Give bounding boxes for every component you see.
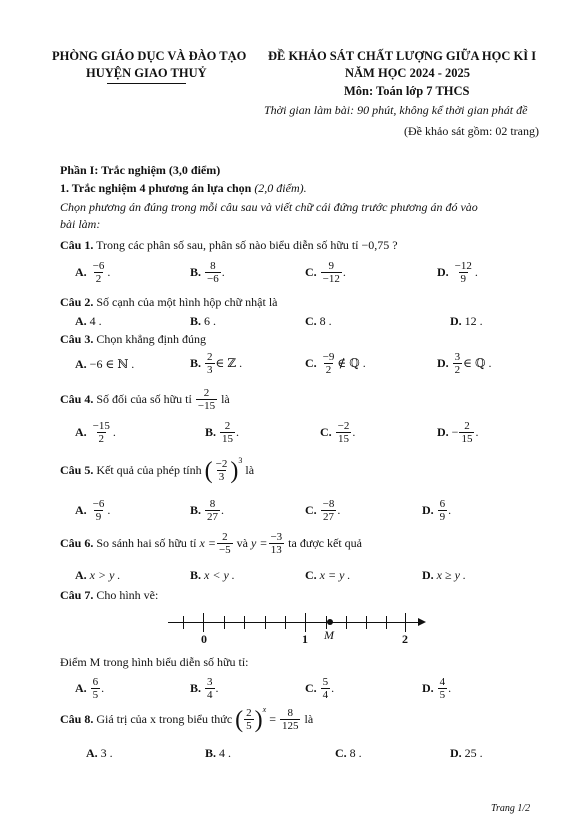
q3-option-b xyxy=(190,351,242,376)
option-value: x ≥ y . xyxy=(436,568,466,582)
numerator: 2 xyxy=(464,420,470,432)
numerator: 6 xyxy=(92,676,99,688)
label-two: 2 xyxy=(402,632,408,646)
right-paren: ) xyxy=(254,706,263,733)
instruction-line1: Chọn phương án đúng trong mỗi câu sau và viết chữ cái đứng trước phương án đó vào xyxy=(60,200,478,214)
option-label: A. xyxy=(75,568,87,582)
exam-title: ĐỀ KHẢO SÁT CHẤT LƯỢNG GIỮA HỌC KÌ I xyxy=(268,49,537,63)
tick-mark xyxy=(183,616,184,629)
denominator: 15 xyxy=(461,433,473,445)
q7-label: Câu 7. xyxy=(60,588,94,602)
q2-option-b xyxy=(190,314,216,329)
conjunction: và xyxy=(236,536,248,550)
question-4 xyxy=(60,387,230,412)
option-value: 6 . xyxy=(204,314,217,328)
q8-tail: là xyxy=(304,712,314,726)
q8-option-c xyxy=(335,746,362,761)
numerator: −15 xyxy=(92,420,110,432)
option-label: C. xyxy=(305,314,317,328)
exponent: x xyxy=(262,705,267,714)
option-label: B. xyxy=(190,314,202,328)
q6-text: So sánh hai số hữu tỉ xyxy=(96,536,197,550)
option-value: 4 . xyxy=(89,314,102,328)
numerator: −6 xyxy=(92,498,105,510)
denominator: −5 xyxy=(218,544,231,556)
numerator: −3 xyxy=(270,531,283,543)
q3-label: Câu 3. xyxy=(60,332,94,346)
point-m xyxy=(327,619,333,625)
question-8 xyxy=(60,707,313,732)
numerator: 4 xyxy=(439,676,446,688)
denominator: 9 xyxy=(95,511,102,523)
option-label: C. xyxy=(335,746,347,760)
option-label: D. xyxy=(422,503,434,517)
denominator: −12 xyxy=(322,273,340,285)
q7-option-d: D. $\frac{4}{5}$ . xyxy=(422,676,452,701)
option-label: B. xyxy=(205,425,217,439)
q1-text: Trong các phân số sau, phân số nào biểu diễn số hữu tỉ −0,75 ? xyxy=(96,238,398,252)
numerator: 8 xyxy=(209,498,216,510)
option-label: D. xyxy=(450,314,462,328)
option-label: D. xyxy=(422,681,434,695)
denominator: 3 xyxy=(207,364,213,376)
q8-text: Giá trị của x trong biểu thức xyxy=(96,712,233,726)
q1-option-c: C. $\frac{9}{-12}$ . xyxy=(305,260,346,285)
header-underline xyxy=(107,83,186,84)
option-label: B. xyxy=(190,681,202,695)
q6-option-c xyxy=(305,568,350,583)
q1-option-d: D. $\frac{-12}{9}$ . xyxy=(437,260,478,285)
q4-option-d: D. − $\frac{2}{15}$ . xyxy=(437,420,479,445)
q6-option-d xyxy=(422,568,466,583)
option-value: ∈ ℤ . xyxy=(215,356,243,370)
denominator: 13 xyxy=(270,544,282,556)
option-value: 8 . xyxy=(319,314,332,328)
tick-mark-one xyxy=(305,613,306,632)
denominator: 27 xyxy=(323,511,335,523)
denominator: −15 xyxy=(197,400,216,412)
option-label: A. xyxy=(75,265,87,279)
option-label: C. xyxy=(305,265,317,279)
left-paren: ( xyxy=(235,706,244,733)
question-3 xyxy=(60,332,206,347)
numerator: 8 xyxy=(210,260,216,272)
q4-option-a: A. $\frac{-15}{2}$ . xyxy=(75,420,116,445)
time-limit: Thời gian làm bài: 90 phút, không kể thời gian phát đề xyxy=(264,103,528,117)
q7-option-b: B. $\frac{3}{4}$ . xyxy=(190,676,219,701)
q5-option-b: B. $\frac{8}{27}$ . xyxy=(190,498,225,523)
q4-option-c: C. $\frac{-2}{15}$ . xyxy=(320,420,356,445)
option-label: D. xyxy=(422,568,434,582)
y-equals: y = xyxy=(251,536,268,550)
numerator: 2 xyxy=(222,531,228,543)
tick-mark xyxy=(386,616,387,629)
option-label: A. xyxy=(75,425,87,439)
question-7 xyxy=(60,588,158,603)
q5-text: Kết quả của phép tính xyxy=(96,463,202,477)
q3-option-a xyxy=(75,357,134,372)
option-label: C. xyxy=(305,503,317,517)
q6-option-a xyxy=(75,568,120,583)
option-label: D. xyxy=(437,265,449,279)
option-value: x < y . xyxy=(204,568,235,582)
option-value: 4 . xyxy=(219,746,232,760)
option-label: D. xyxy=(450,746,462,760)
part1-title: Phần I: Trắc nghiệm (3,0 điểm) xyxy=(60,163,221,177)
q3-option-c xyxy=(305,351,366,376)
q5-option-d: D. $\frac{6}{9}$ . xyxy=(422,498,452,523)
subject: Môn: Toán lớp 7 THCS xyxy=(344,84,470,98)
numerator: 6 xyxy=(439,498,446,510)
right-paren: ) xyxy=(230,457,239,484)
x-equals: x = xyxy=(199,536,216,550)
option-label: D. xyxy=(437,356,449,370)
school-year: NĂM HỌC 2024 - 2025 xyxy=(345,66,470,80)
q7-option-a: A. $\frac{6}{5}$ . xyxy=(75,676,105,701)
denominator: 125 xyxy=(281,720,299,732)
q4-label: Câu 4. xyxy=(60,392,94,406)
option-label: C. xyxy=(320,425,332,439)
numerator: −9 xyxy=(322,351,335,363)
q1-option-b: B. $\frac{8}{-6}$ . xyxy=(190,260,225,285)
option-label: A. xyxy=(75,357,87,371)
denominator: 15 xyxy=(338,433,350,445)
q7-option-c: C. $\frac{5}{4}$ . xyxy=(305,676,335,701)
option-label: B. xyxy=(190,568,202,582)
district-name: HUYỆN GIAO THUỶ xyxy=(86,66,207,80)
page-number: Trang 1/2 xyxy=(491,803,531,814)
denominator: 9 xyxy=(439,511,446,523)
q3-text: Chọn khẳng định đúng xyxy=(96,332,207,346)
q4-tail: là xyxy=(221,392,230,406)
denominator: 2 xyxy=(98,433,105,445)
arrow-icon xyxy=(418,618,426,626)
tick-mark xyxy=(366,616,367,629)
numerator: 2 xyxy=(203,387,210,399)
option-label: C. xyxy=(305,681,317,695)
label-zero: 0 xyxy=(201,632,207,646)
question-6 xyxy=(60,531,362,556)
option-label: B. xyxy=(190,356,202,370)
q3-option-d xyxy=(437,351,492,376)
q2-option-c xyxy=(305,314,332,329)
denominator: 2 xyxy=(325,364,332,376)
numerator: 2 xyxy=(246,707,252,719)
option-label: D. xyxy=(437,425,449,439)
numerator: −2 xyxy=(215,458,228,470)
q8-option-d xyxy=(450,746,483,761)
tick-mark xyxy=(224,616,225,629)
q2-label: Câu 2. xyxy=(60,295,94,309)
option-value: x > y . xyxy=(89,568,121,582)
tick-mark-zero xyxy=(203,613,204,632)
page-count-note: (Đề khảo sát gồm: 02 trang) xyxy=(404,124,539,138)
numerator: −6 xyxy=(92,260,105,272)
option-label: B. xyxy=(205,746,217,760)
option-value: 3 . xyxy=(100,746,113,760)
option-label: A. xyxy=(75,681,87,695)
option-value: ∈ ℚ . xyxy=(463,356,492,370)
left-paren: ( xyxy=(204,457,213,484)
equals-sign: = xyxy=(269,712,276,726)
numerator: 8 xyxy=(287,707,293,719)
option-value: 8 . xyxy=(349,746,362,760)
tick-mark xyxy=(285,616,286,629)
numerator: −12 xyxy=(454,260,472,272)
q4-text: Số đối của số hữu tỉ xyxy=(96,392,192,406)
exponent: 3 xyxy=(238,456,243,465)
option-value: 25 . xyxy=(464,746,483,760)
numerator: 5 xyxy=(322,676,329,688)
instruction-line2: bài làm: xyxy=(60,217,101,231)
numerator: 2 xyxy=(224,420,231,432)
denominator: 9 xyxy=(460,273,467,285)
q5-label: Câu 5. xyxy=(60,463,94,477)
q2-option-d xyxy=(450,314,483,329)
q6-label: Câu 6. xyxy=(60,536,94,550)
numerator: −2 xyxy=(337,420,350,432)
option-label: A. xyxy=(75,503,87,517)
question-1 xyxy=(60,238,398,253)
tick-mark xyxy=(265,616,266,629)
department-name: PHÒNG GIÁO DỤC VÀ ĐÀO TẠO xyxy=(52,49,247,63)
denominator: 4 xyxy=(207,689,213,701)
option-label: C. xyxy=(305,568,317,582)
q7-question: Điểm M trong hình biểu diễn số hữu tỉ: xyxy=(60,655,249,669)
question-2 xyxy=(60,295,277,310)
denominator: 5 xyxy=(246,720,252,732)
denominator: 4 xyxy=(322,689,329,701)
part1-subtitle xyxy=(60,181,307,196)
part1-subtitle-points: (2,0 điểm). xyxy=(254,181,307,195)
q6-tail: ta được kết quả xyxy=(288,536,362,550)
minus-sign: − xyxy=(451,425,459,439)
tick-mark xyxy=(244,616,245,629)
denominator: 15 xyxy=(222,433,234,445)
option-value: x = y . xyxy=(319,568,351,582)
q5-option-a: A. $\frac{-6}{9}$ . xyxy=(75,498,111,523)
tick-mark xyxy=(346,616,347,629)
q5-option-c: C. $\frac{-8}{27}$ . xyxy=(305,498,341,523)
option-value: −6 ∈ ℕ . xyxy=(89,357,135,371)
q2-option-a xyxy=(75,314,102,329)
denominator: 27 xyxy=(207,511,219,523)
q2-text: Số cạnh của một hình hộp chữ nhật là xyxy=(96,295,278,309)
option-label: A. xyxy=(75,314,87,328)
q6-option-b xyxy=(190,568,235,583)
numerator: 3 xyxy=(207,676,213,688)
denominator: 2 xyxy=(95,273,102,285)
numerator: 3 xyxy=(454,351,461,363)
numerator: 9 xyxy=(328,260,335,272)
q8-option-b xyxy=(205,746,231,761)
q8-option-a xyxy=(86,746,113,761)
option-label: B. xyxy=(190,265,202,279)
numerator: −8 xyxy=(322,498,335,510)
q4-option-b: B. $\frac{2}{15}$ . xyxy=(205,420,240,445)
denominator: 5 xyxy=(92,689,99,701)
option-label: B. xyxy=(190,503,202,517)
part1-subtitle-bold: 1. Trắc nghiệm 4 phương án lựa chọn xyxy=(60,181,255,195)
denominator: 2 xyxy=(454,364,461,376)
label-one: 1 xyxy=(302,632,308,646)
question-5 xyxy=(60,458,254,483)
q1-label: Câu 1. xyxy=(60,238,94,252)
q1-option-a: A. $\frac{-6}{2}$ . xyxy=(75,260,111,285)
q8-label: Câu 8. xyxy=(60,712,94,726)
denominator: 5 xyxy=(439,689,446,701)
denominator: −6 xyxy=(207,273,219,285)
denominator: 3 xyxy=(218,471,225,483)
option-value: ∉ ℚ . xyxy=(337,356,366,370)
label-m: M xyxy=(324,628,334,642)
q5-tail: là xyxy=(245,463,255,477)
numerator: 2 xyxy=(207,351,213,363)
option-label: C. xyxy=(305,356,317,370)
q7-text: Cho hình vẽ: xyxy=(96,588,159,602)
option-value: 12 . xyxy=(464,314,483,328)
tick-mark-two xyxy=(405,613,406,632)
option-label: A. xyxy=(86,746,98,760)
